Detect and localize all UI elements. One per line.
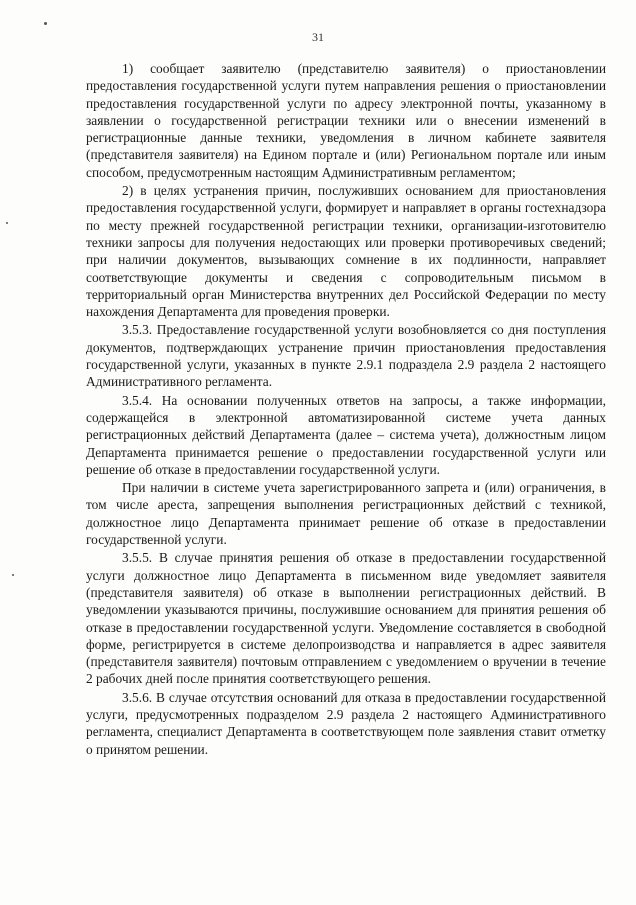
paragraph-item-2: 2) в целях устранения причин, послуживших основанием для приостановления предоставления государственной услуги, формирует и направляет в органы гостехнадзора по месту прежней государственной регистрации техники, организации-изготовителю техники запросы для получения недостающих или проверки противоречивых сведений; при наличии документов, вызывающих сомнение в их подлинности, направляет соответствующие документы и сведения с сопроводительным письмом в территориальный орган Министерства внутренних дел Российской Федерации по месту нахождения Департамента для проведения проверки. bbox=[86, 183, 606, 320]
scan-speck bbox=[44, 22, 47, 25]
paragraph-3-5-5: 3.5.5. В случае принятия решения об отказе в предоставлении государственной услуги должностное лицо Департамента в письменном виде уведомляет заявителя (представителя заявителя) об отказе в выполнении регистрационных действий. В уведомлении указываются причины, послужившие основанием для принятия решения об отказе в предоставлении государственной услуги. Уведомление составляется в свободной форме, регистрируется в системе делопроизводства и направляется в адрес заявителя (представителя заявителя) почтовым отправлением с уведомлением о вручении в течение 2 рабочих дней после принятия соответствующего решения. bbox=[86, 550, 606, 687]
page-number: 31 bbox=[312, 30, 324, 44]
scan-speck bbox=[6, 222, 8, 224]
paragraph-item-1: 1) сообщает заявителю (представителю заявителя) о приостановлении предоставления государственной услуги путем направления решения о приостановлении предоставления государственной услуги по адресу электронной почты, указанному в заявлении о государственной регистрации техники или о внесении изменений в регистрационные данные техники, уведомления в личном кабинете заявителя (представителя заявителя) на Едином портале и (или) Региональном портале или иным способом, предусмотренным настоящим Административным регламентом; bbox=[86, 61, 606, 180]
scan-speck bbox=[12, 574, 14, 576]
document-body bbox=[86, 60, 606, 759]
paragraph-3-5-4: 3.5.4. На основании полученных ответов на запросы, а также информации, содержащейся в электронной автоматизированной системе учета данных регистрационных действий Департамента (далее – система учета), должностным лицом Департамента принимается решение о предоставлении государственной услуги или решение об отказе в предоставлении государственной услуги. bbox=[86, 392, 606, 477]
paragraph-3-5-3: 3.5.3. Предоставление государственной услуги возобновляется со дня поступления документов, подтверждающих устранение причин приостановления предоставления государственной услуги, указанных в пункте 2.9.1 подраздела 2.9 раздела 2 настоящего Административного регламента. bbox=[86, 322, 606, 390]
paragraph-3-5-6: 3.5.6. В случае отсутствия оснований для отказа в предоставлении государственной услуги, предусмотренных подразделом 2.9 раздела 2 настоящего Административного регламента, специалист Департамента в соответствующем поле заявления ставит отметку о принятом решении. bbox=[86, 689, 606, 757]
paragraph-ban-restriction: При наличии в системе учета зарегистрированного запрета и (или) ограничения, в том числе ареста, запрещения выполнения регистрационных действий с техникой, должностное лицо Департамента принимает решение об отказе в предоставлении государственной услуги. bbox=[86, 480, 606, 548]
